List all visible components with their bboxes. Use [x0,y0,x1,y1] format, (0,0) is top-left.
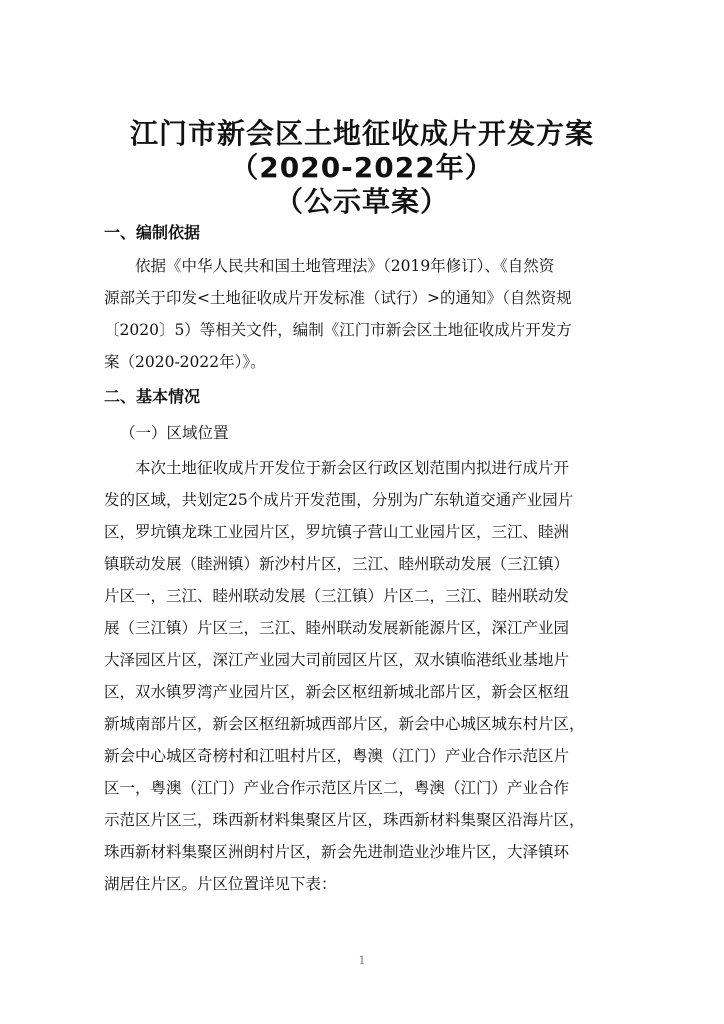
document-title-draft-label: （公示草案） [274,185,449,218]
paragraph-line: 片区一，三江、睦州联动发展（三江镇）片区二，三江、睦州联动发 [104,587,570,605]
section-heading-basic-info: 二、基本情况 [104,387,201,406]
paragraph-line: 发的区域，共划定25个成片开发范围，分别为广东轨道交通产业园片 [104,491,574,509]
paragraph-line: 依据《中华人民共和国土地管理法》（2019年修订）、《自然资 [104,257,555,275]
document-title-years: （2020-2022年） [230,151,494,184]
paragraph-line: 区，罗坑镇龙珠工业园片区，罗坑镇子营山工业园片区，三江、睦洲 [104,523,570,541]
paragraph-line: 新会中心城区奇榜村和江咀村片区，粤澳（江门）产业合作示范区片 [104,747,570,765]
document-title: 江门市新会区土地征收成片开发方案 [129,117,594,150]
subsection-heading-location: （一）区域位置 [120,424,229,442]
paragraph-line: 本次土地征收成片开发位于新会区行政区划范围内拟进行成片开 [104,459,570,477]
paragraph-line: 源部关于印发<土地征收成片开发标准（试行）>的通知》（自然资规 [104,289,572,307]
section-heading-basis: 一、编制依据 [104,223,201,242]
paragraph-line: 镇联动发展（睦洲镇）新沙村片区，三江、睦州联动发展（三江镇） [104,555,570,573]
section-location-paragraph [104,452,620,900]
page-number: 1 [358,954,366,967]
paragraph-line: 珠西新材料集聚区洲朗村片区，新会先进制造业沙堆片区，大泽镇环 [104,843,570,861]
paragraph-line: 示范区片区三，珠西新材料集聚区片区，珠西新材料集聚区沿海片区， [104,811,585,829]
paragraph-line: 湖居住片区。片区位置详见下表： [104,875,337,893]
paragraph-line: 案（2020-2022年）》。 [104,353,266,371]
paragraph-line: 新城南部片区，新会区枢纽新城西部片区，新会中心城区城东村片区， [104,715,585,733]
paragraph-line: 〔2020〕5）等相关文件，编制《江门市新会区土地征收成片开发方 [104,321,572,339]
paragraph-line: 区，双水镇罗湾产业园片区，新会区枢纽新城北部片区，新会区枢纽 [104,683,570,701]
paragraph-line: 大泽园区片区，深江产业园大司前园区片区，双水镇临港纸业基地片 [104,651,570,669]
section-basis-paragraph [104,250,620,378]
paragraph-line: 展（三江镇）片区三，三江、睦州联动发展新能源片区，深江产业园 [104,619,570,637]
paragraph-line: 区一，粤澳（江门）产业合作示范区片区二，粤澳（江门）产业合作 [104,779,570,797]
